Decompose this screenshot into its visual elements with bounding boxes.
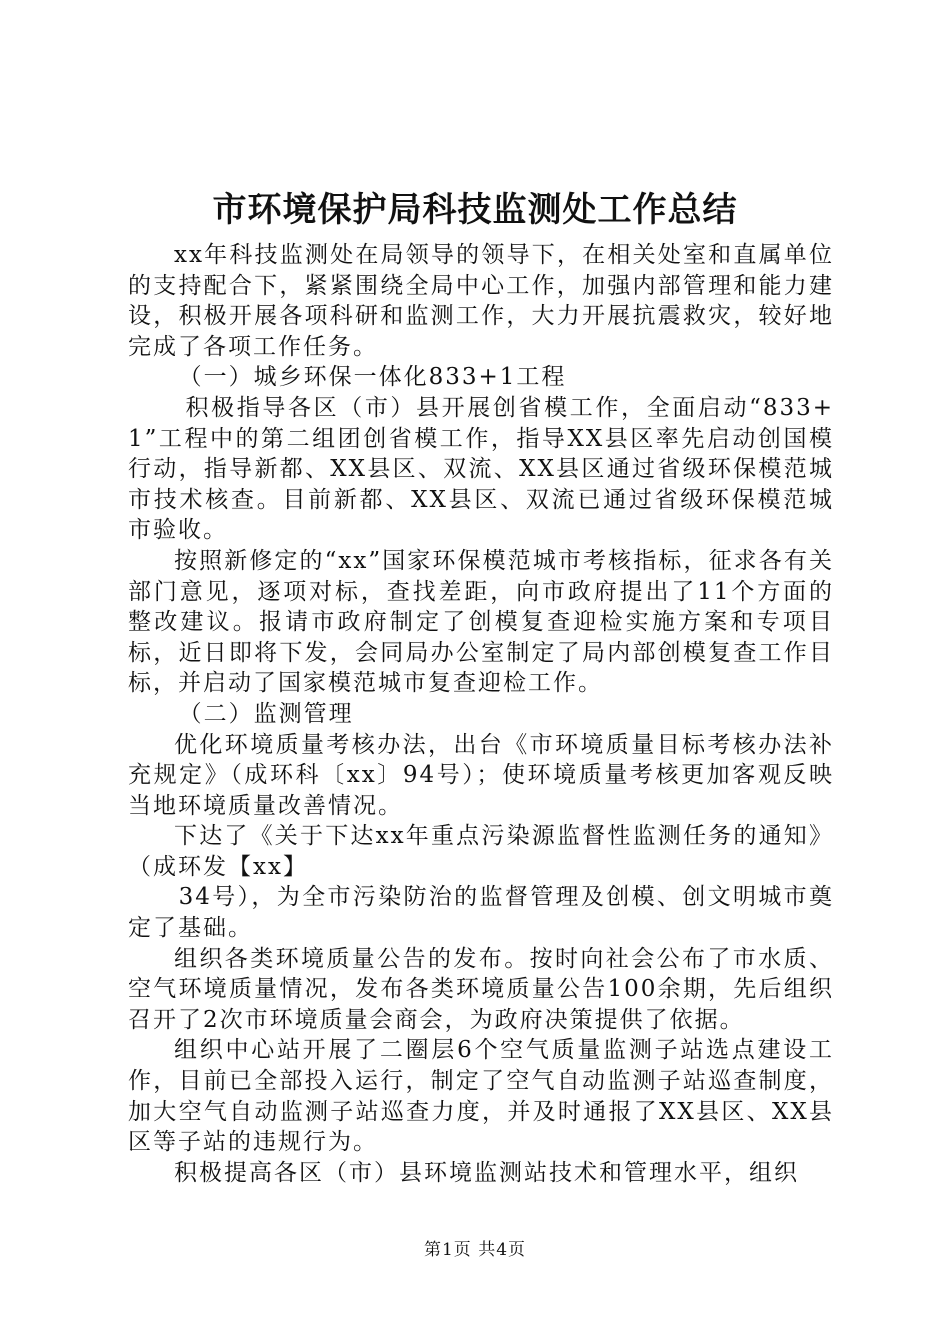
page-number-footer: 第1页 共4页 xyxy=(423,1240,527,1260)
paragraph: 34号），为全市污染防治的监督管理及创模、创文明城市奠定了基础。 xyxy=(128,884,834,942)
paragraph: 按照新修定的“xx”国家环保模范城市考核指标，征求各有关部门意见，逐项对标，查找差距，向市政府提出了11个方面的整改建议。报请市政府制定了创模复查迎检实施方案和专项目标，近日即将下发，会同局办公室制定了局内部创模复查工作目标，并启动了国家模范城市复查迎检工作。 xyxy=(128,547,834,697)
section-heading-2: （二）监测管理 xyxy=(178,700,354,727)
paragraph: 组织各类环境质量公告的发布。按时向社会公布了市水质、空气环境质量情况，发布各类环境质量公告100余期，先后组织召开了2次市环境质量会商会，为政府决策提供了依据。 xyxy=(128,945,834,1033)
paragraph-intro: xx年科技监测处在局领导的领导下，在相关处室和直属单位的支持配合下，紧紧围绕全局中心工作，加强内部管理和能力建设，积极开展各项科研和监测工作，大力开展抗震救灾，较好地完成了各项工作任务。 xyxy=(128,242,834,360)
document-title: 市环境保护局科技监测处工作总结 xyxy=(212,190,738,230)
document-body xyxy=(128,240,834,1188)
paragraph: 下达了《关于下达xx年重点污染源监督性监测任务的通知》（成环发【xx】 xyxy=(128,823,834,880)
paragraph: 积极指导各区（市）县开展创省模工作，全面启动“833+1”工程中的第二组团创省模工作，指导XX县区率先启动创国模行动，指导新都、XX县区、双流、XX县区通过省级环保模范城市技术核查。目前新都、XX县区、双流已通过省级环保模范城市验收。 xyxy=(128,394,834,544)
paragraph: 优化环境质量考核办法，出台《市环境质量目标考核办法补充规定》（成环科〔xx〕94号）；使环境质量考核更加客观反映当地环境质量改善情况。 xyxy=(128,731,834,819)
section-heading-1: （一）城乡环保一体化833+1工程 xyxy=(178,364,567,391)
paragraph: 积极提高各区（市）县环境监测站技术和管理水平，组织 xyxy=(174,1159,799,1186)
paragraph: 组织中心站开展了二圈层6个空气质量监测子站选点建设工作，目前已全部投入运行，制定了空气自动监测子站巡查制度，加大空气自动监测子站巡查力度，并及时通报了XX县区、XX县区等子站的违规行为。 xyxy=(128,1037,834,1156)
